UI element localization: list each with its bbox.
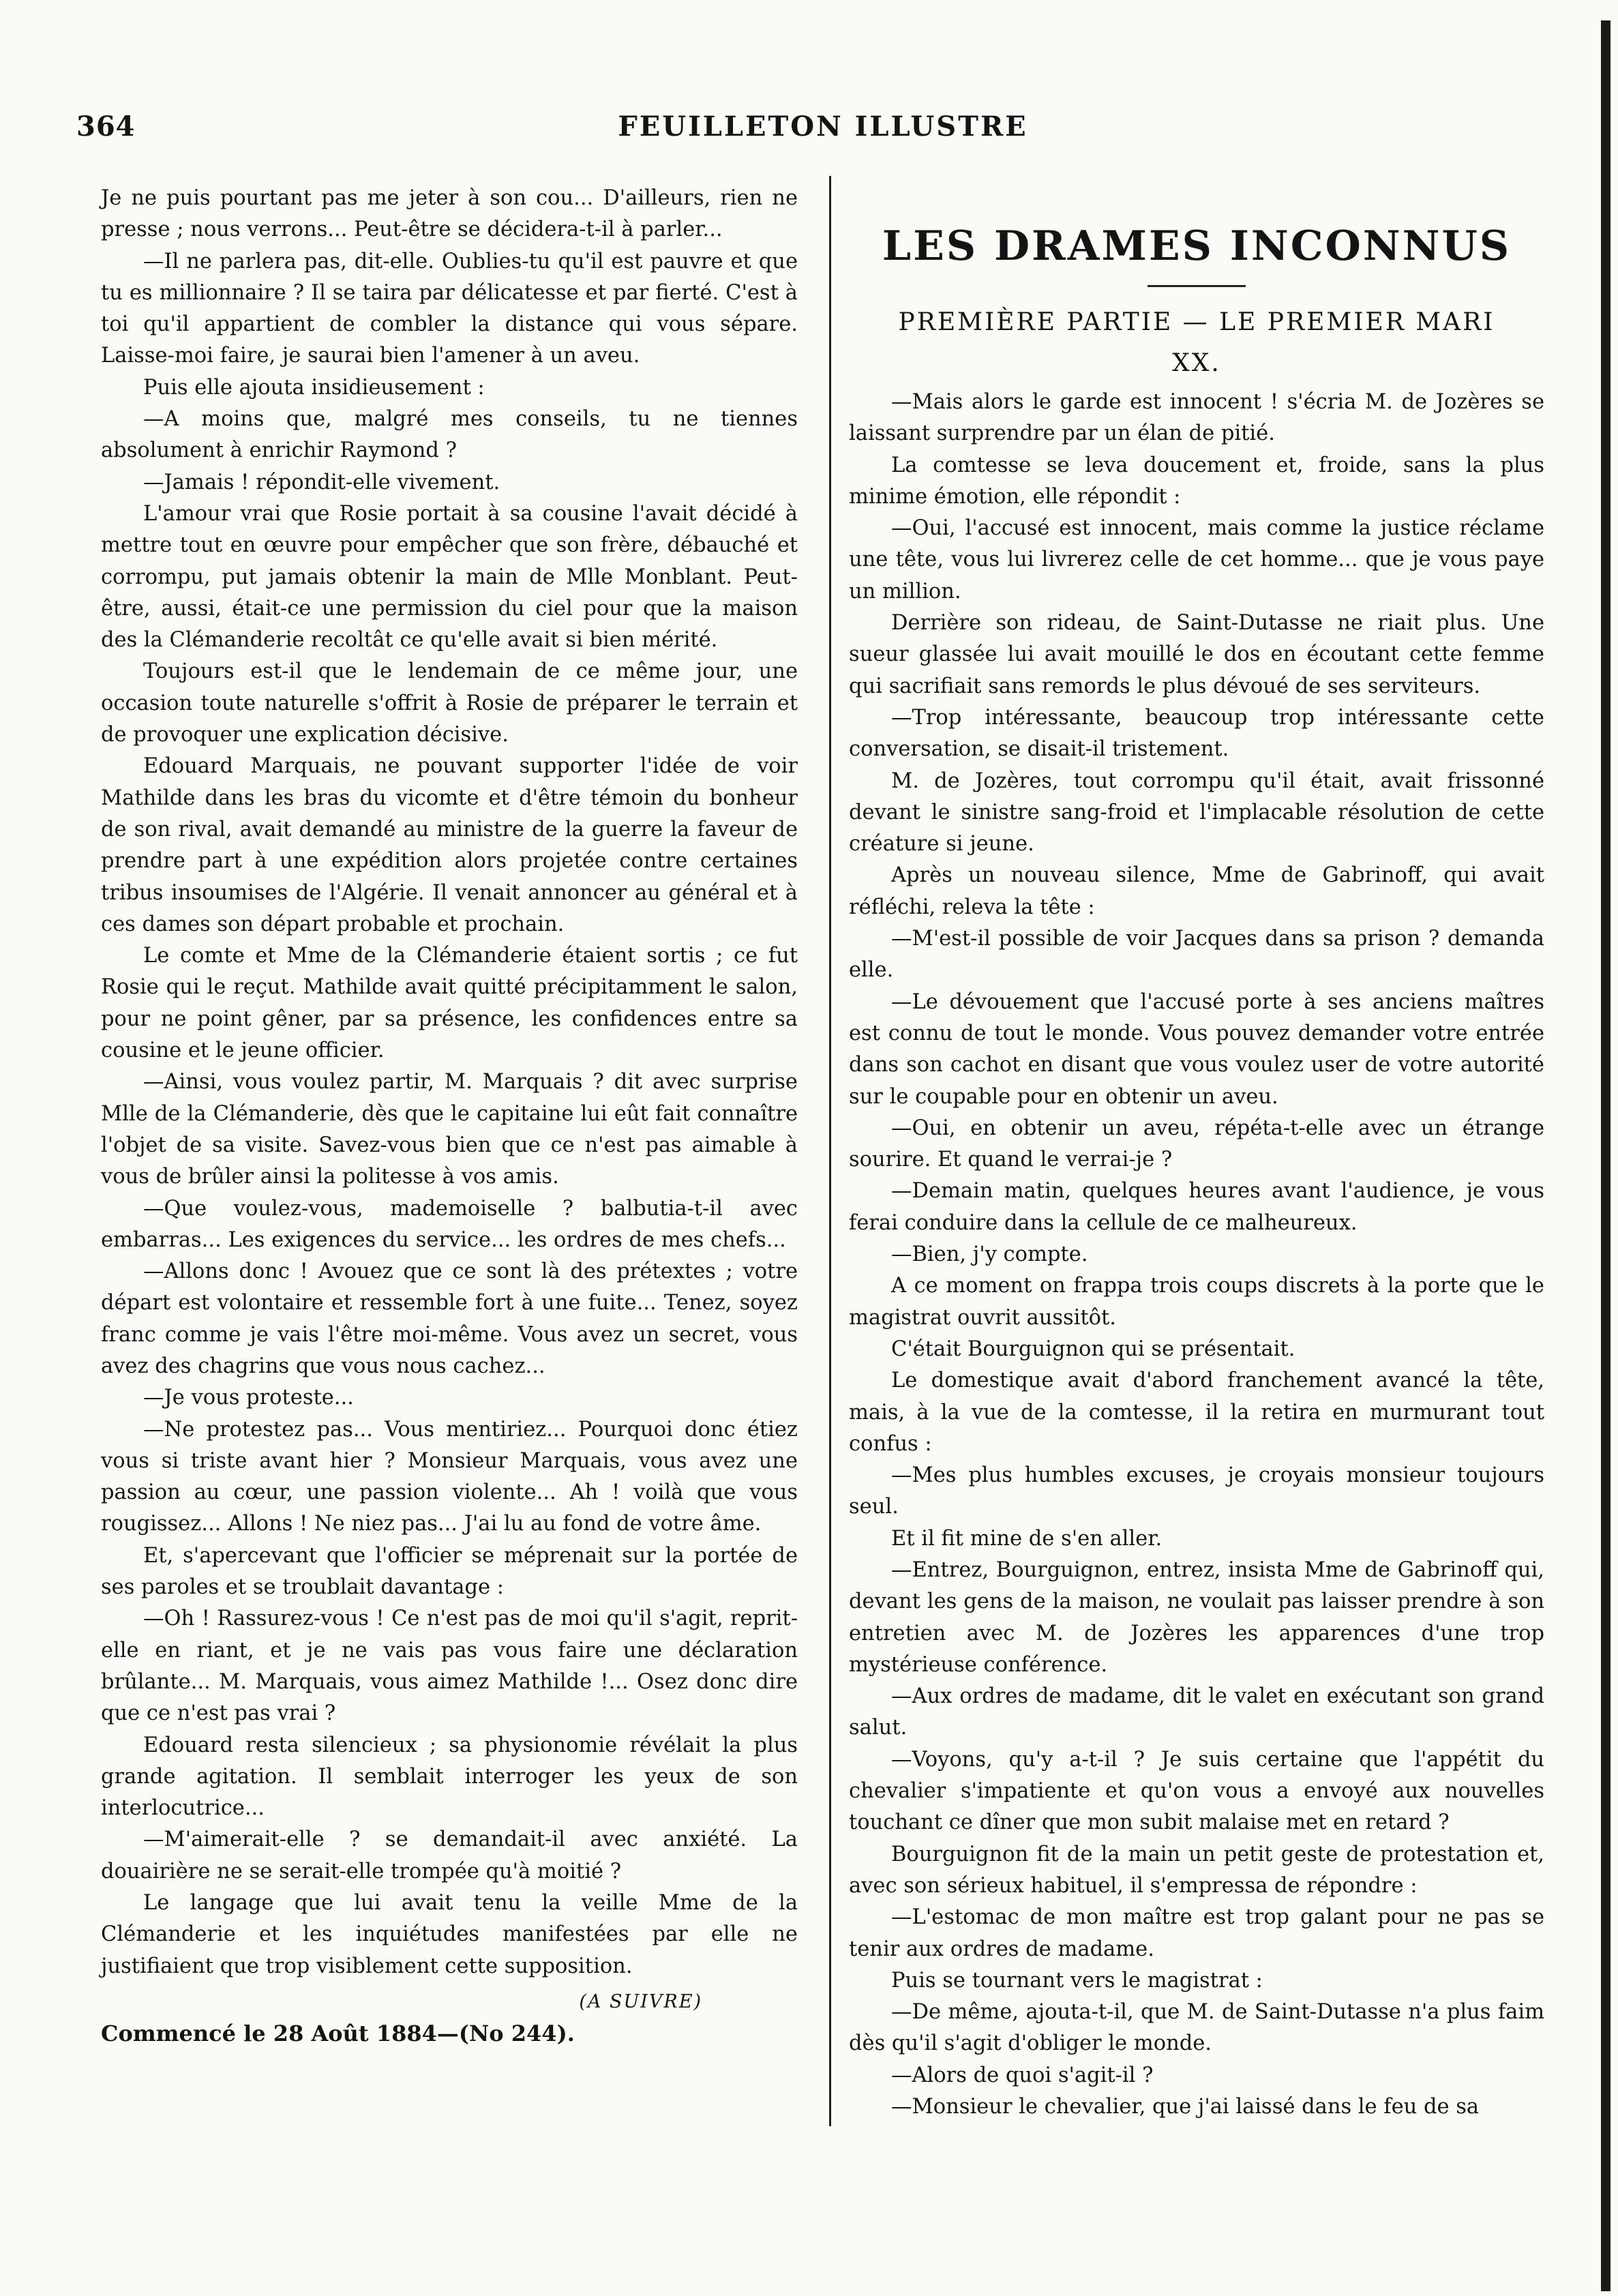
paragraph: Derrière son rideau, de Saint-Dutasse ne riait plus. Une sueur glassée lui avait mouillé le dos en écoutant cette femme qui sacrifiait sans remords le plus dévoué de ses serviteurs.: [849, 611, 1544, 698]
paragraph: —Ne protestez pas... Vous mentiriez... Pourquoi donc étiez vous si triste avant hier ? Monsieur Marquais, vous avez une passion au cœur, une passion violente... Ah ! voilà que vous rougissez... Allons ! Ne niez pas... J'ai lu au fond de votre âme.: [101, 1417, 798, 1536]
paragraph: —Oh ! Rassurez-vous ! Ce n'est pas de moi qu'il s'agit, reprit-elle en riant, et je ne vais pas vous faire une déclaration brûlante... M. Marquais, vous aimez Mathilde !... Osez donc dire que ce n'est pas vrai ?: [101, 1607, 798, 1726]
paragraph: Et il fit mine de s'en aller.: [891, 1526, 1163, 1551]
paragraph: —Le dévouement que l'accusé porte à ses anciens maîtres est connu de tout le monde. Vous pouvez demander votre entrée dans son cachot en disant que vous voulez user de votre autorité sur le coupable pour en obtenir un aveu.: [849, 989, 1544, 1109]
paragraph: —Bien, j'y compte.: [891, 1242, 1088, 1267]
left-column: [101, 183, 798, 2049]
paragraph: —Voyons, qu'y a-t-il ? Je suis certaine que l'appétit du chevalier s'impatiente et qu'on vous a envoyé aux nouvelles touchant ce dîner que mon subit malaise met en retard ?: [849, 1747, 1544, 1835]
paragraph: —Ainsi, vous voulez partir, M. Marquais ? dit avec surprise Mlle de la Clémanderie, dès que le capitaine lui eût fait connaître l'objet de sa visite. Savez-vous bien que ce n'est pas aimable à vous de brûler ainsi la politesse à vos amis.: [101, 1070, 798, 1189]
paragraph: —Mais alors le garde est innocent ! s'écria M. de Jozères se laissant surprendre par un élan de pitié.: [849, 390, 1544, 446]
paragraph: La comtesse se leva doucement et, froide, sans la plus minime émotion, elle répondit :: [849, 453, 1544, 509]
paragraph: —Que voulez-vous, mademoiselle ? balbutia-t-il avec embarras... Les exigences du service... les ordres de mes chefs...: [101, 1196, 798, 1252]
serial-start-note: Commencé le 28 Août 1884—(No 244).: [101, 2020, 575, 2046]
paragraph: —M'est-il possible de voir Jacques dans sa prison ? demanda elle.: [849, 927, 1544, 983]
paragraph: —Alors de quoi s'agit-il ?: [891, 2063, 1154, 2087]
running-title: FEUILLETON ILLUSTRE: [618, 110, 1028, 143]
paragraph: —Je vous proteste...: [143, 1386, 354, 1410]
paragraph: Le comte et Mme de la Clémanderie étaient sortis ; ce fut Rosie qui le reçut. Mathilde avait quitté précipitamment le salon, pour ne point gêner, par sa présence, les confidences entre sa cousine et le jeune officier.: [101, 944, 798, 1063]
paragraph: —Aux ordres de madame, dit le valet en exécutant son grand salut.: [849, 1684, 1544, 1740]
paragraph: Et, s'apercevant que l'officier se méprenait sur la portée de ses paroles et se troublait davantage :: [101, 1543, 798, 1600]
paragraph: —A moins que, malgré mes conseils, tu ne tiennes absolument à enrichir Raymond ?: [101, 407, 798, 463]
paragraph: —Jamais ! répondit-elle vivement.: [143, 470, 500, 494]
paragraph: —Mes plus humbles excuses, je croyais monsieur toujours seul.: [849, 1463, 1544, 1519]
page-number: 364: [76, 110, 136, 143]
page-edge-bar: [1601, 20, 1610, 2291]
paragraph: —Trop intéressante, beaucoup trop intéressante cette conversation, se disait-il tristement.: [849, 705, 1544, 762]
right-column: [849, 183, 1544, 2123]
column-divider: [829, 176, 831, 2126]
paragraph: Bourguignon fit de la main un petit geste de protestation et, avec son sérieux habituel, il s'empressa de répondre :: [849, 1842, 1544, 1898]
to-be-continued: (A SUIVRE): [579, 1991, 702, 2012]
paragraph: Edouard Marquais, ne pouvant supporter l'idée de voir Mathilde dans les bras du vicomte et d'être témoin du bonheur de son rival, avait demandé au ministre de la guerre la faveur de prendre part à une expédition alors projetée contre certaines tribus insoumises de l'Algérie. Il venait annoncer au général et à ces dames son départ probable et prochain.: [101, 754, 798, 936]
paragraph: M. de Jozères, tout corrompu qu'il était, avait frissonné devant le sinistre sang-froid et l'implacable résolution de cette créature si jeune.: [849, 769, 1544, 856]
paragraph: Puis se tournant vers le magistrat :: [891, 1968, 1263, 1993]
paragraph: —Oui, l'accusé est innocent, mais comme la justice réclame une tête, vous lui livrerez celle de cet homme... que je vous paye un million.: [849, 516, 1544, 603]
paragraph: —De même, ajouta-t-il, que M. de Saint-Dutasse n'a plus faim dès qu'il s'agit d'obliger le monde.: [849, 2000, 1544, 2056]
paragraph: —Allons donc ! Avouez que ce sont là des prétextes ; votre départ est volontaire et ressemble fort à une fuite... Tenez, soyez franc comme je vais l'être moi-même. Vous avez un secret, vous avez des chagrins que vous nous cachez...: [101, 1259, 798, 1378]
paragraph: —L'estomac de mon maître est trop galant pour ne pas se tenir aux ordres de madame.: [849, 1905, 1544, 1961]
story-title: LES DRAMES INCONNUS: [882, 222, 1512, 270]
paragraph: Après un nouveau silence, Mme de Gabrinoff, qui avait réfléchi, releva la tête :: [849, 863, 1544, 919]
paragraph: —Monsieur le chevalier, que j'ai laissé dans le feu de sa: [891, 2095, 1480, 2119]
paragraph: —Il ne parlera pas, dit-elle. Oublies-tu qu'il est pauvre et que tu es millionnaire ? Il se taira par délicatesse et par fierté. C'est à toi qu'il appartient de combler la distance qui vous sépare. Laisse-moi faire, je saurai bien l'amener à un aveu.: [101, 249, 798, 368]
paragraph: Edouard resta silencieux ; sa physionomie révélait la plus grande agitation. Il semblait interroger les yeux de son interlocutrice...: [101, 1733, 798, 1821]
part-title: PREMIÈRE PARTIE — LE PREMIER MARI: [898, 308, 1495, 336]
paragraph: A ce moment on frappa trois coups discrets à la porte que le magistrat ouvrit aussitôt.: [849, 1274, 1544, 1330]
page-header: [76, 110, 1570, 151]
title-rule: [1148, 285, 1246, 287]
paragraph: —Entrez, Bourguignon, entrez, insista Mme de Gabrinoff qui, devant les gens de la maison, ne voulait pas laisser prendre à son entretien avec M. de Jozères les apparences d'une trop mystérieuse conférence.: [849, 1557, 1544, 1677]
paragraph: L'amour vrai que Rosie portait à sa cousine l'avait décidé à mettre tout en œuvre pour empêcher que son frère, débauché et corrompu, put jamais obtenir la main de Mlle Monblant. Peut-être, aussi, était-ce une permission du ciel pour que la maison des la Clémanderie recoltât ce qu'elle avait si bien mérité.: [101, 501, 798, 653]
paragraph: Puis elle ajouta insidieusement :: [143, 375, 485, 400]
chapter-number: XX.: [1172, 349, 1221, 377]
paragraph: —Demain matin, quelques heures avant l'audience, je vous ferai conduire dans la cellule de ce malheureux.: [849, 1179, 1544, 1235]
paragraph: C'était Bourguignon qui se présentait.: [891, 1337, 1295, 1361]
paragraph: Toujours est-il que le lendemain de ce même jour, une occasion toute naturelle s'offrit à Rosie de préparer le terrain et de provoquer une explication décisive.: [101, 659, 798, 747]
paragraph: Je ne puis pourtant pas me jeter à son cou... D'ailleurs, rien ne presse ; nous verrons... Peut-être se décidera-t-il à parler...: [101, 186, 798, 242]
paragraph: Le domestique avait d'abord franchement avancé la tête, mais, à la vue de la comtesse, il la retira en murmurant tout confus :: [849, 1369, 1544, 1456]
paragraph: —M'aimerait-elle ? se demandait-il avec anxiété. La douairière ne se serait-elle trompée qu'à moitié ?: [101, 1828, 798, 1883]
paragraph: Le langage que lui avait tenu la veille Mme de la Clémanderie et les inquiétudes manifestées par elle ne justifiaient que trop visiblement cette supposition.: [101, 1891, 798, 1978]
paragraph: —Oui, en obtenir un aveu, répéta-t-elle avec un étrange sourire. Et quand le verrai-je ?: [849, 1116, 1544, 1172]
